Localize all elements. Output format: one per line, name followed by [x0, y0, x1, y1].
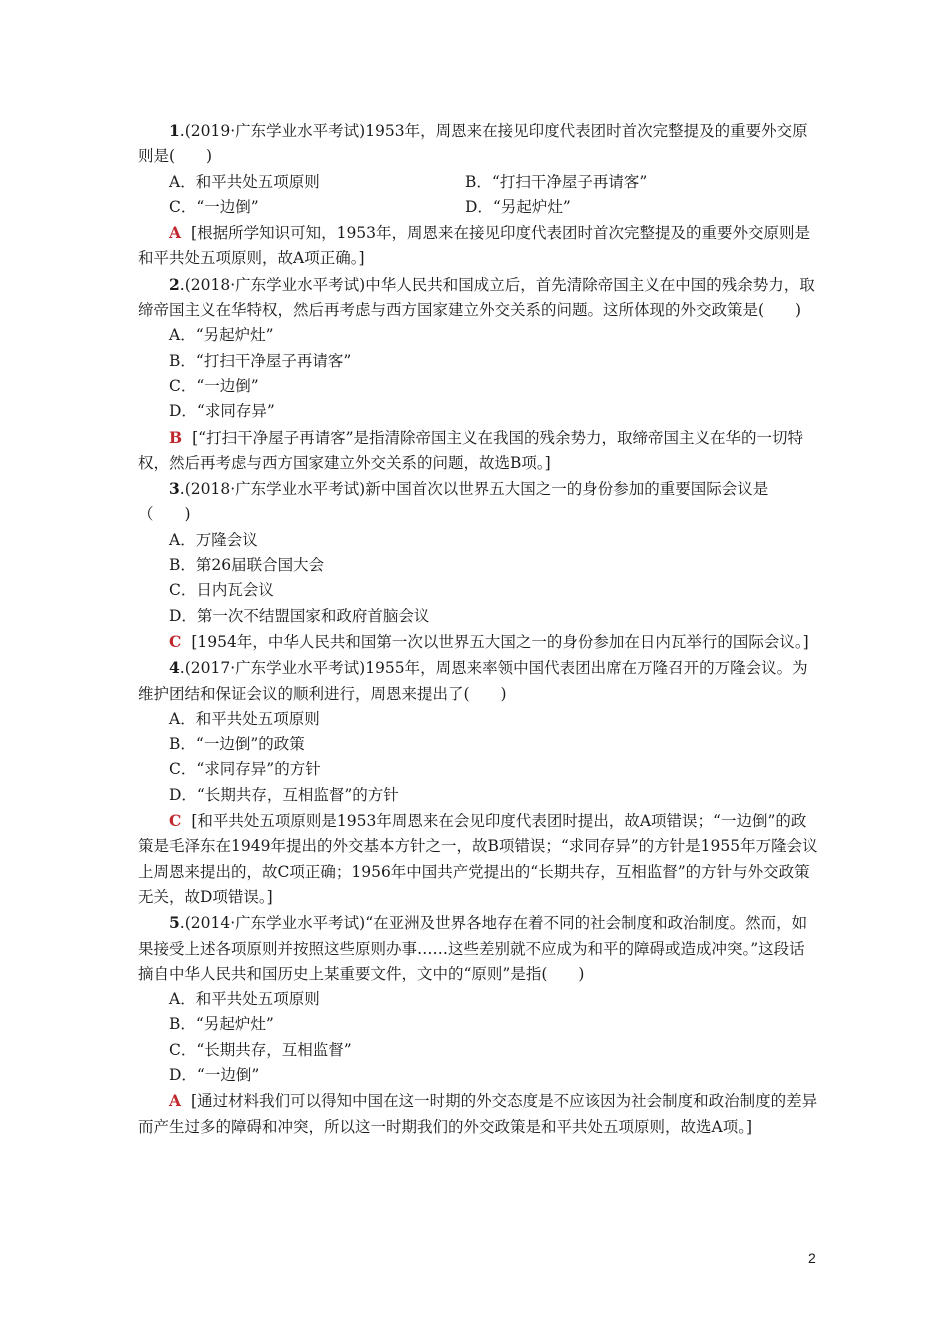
answer-explanation: [“打扫干净屋子再请客”是指清除帝国主义在我国的残余势力，取缔帝国主义在华的一切特权，然后再考虑与西方国家建立外交关系的问题，故选B项。]: [138, 428, 804, 472]
document-body: [138, 118, 818, 1140]
question-number: 1: [169, 121, 180, 140]
question-5-answer: [138, 1088, 818, 1140]
question-number: 3: [169, 479, 180, 499]
option-d: D．第一次不结盟国家和政府首脑会议: [169, 606, 430, 625]
option-d: D．“另起炉灶”: [465, 197, 571, 216]
option-a: A．和平共处五项原则: [169, 709, 320, 728]
answer-letter: A: [169, 223, 182, 243]
answer-letter: A: [169, 1091, 182, 1111]
option-a: A．万隆会议: [169, 530, 258, 549]
question-1-options-row-2: [138, 195, 818, 220]
question-5-stem: 5.(2014·广东学业水平考试)“在亚洲及世界各地存在着不同的社会制度和政治制度。然而，如果接受上述各项原则并按照这些原则办事……这些差别就不应成为和平的障碍或造成冲突。”这段话摘自中华人民共和国历史上某重要文件，文中的“原则”是指( ): [138, 913, 808, 983]
answer-letter: B: [169, 427, 183, 447]
option-d: D．“长期共存，互相监督”的方针: [169, 785, 399, 804]
option-a: A．“另起炉灶”: [169, 326, 274, 345]
option-b: B．第26届联合国大会: [169, 556, 325, 575]
answer-letter: C: [169, 811, 182, 831]
option-a: A．和平共处五项原则: [169, 990, 320, 1009]
option-c: C．日内瓦会议: [169, 581, 274, 600]
option-b: B．“打扫干净屋子再请客”: [169, 351, 352, 370]
question-1-stem: 1.(2019·广东学业水平考试)1953年，周恩来在接见印度代表团时首次完整提及的重要外交原则是( ): [138, 121, 808, 166]
question-1-answer: [138, 220, 818, 272]
option-c: C．“求同存异”的方针: [169, 760, 321, 779]
answer-letter: C: [169, 631, 182, 651]
option-b: B．“另起炉灶”: [169, 1015, 274, 1034]
question-3-answer: [138, 629, 818, 655]
question-1-options-row-1: [138, 170, 818, 195]
answer-explanation: [和平共处五项原则是1953年周恩来在会见印度代表团时提出，故A项错误；“一边倒”的政策是毛泽东在1949年提出的外交基本方针之一，故B项错误；“求同存异”的方针是1955年万隆会议上周恩来提出的，故C项正确；1956年中国共产党提出的“长期共存，互相监督”的方针与外交政策无关，故D项错误。]: [138, 812, 818, 906]
option-b: B．“打扫干净屋子再请客”: [465, 172, 648, 191]
question-4-answer: [138, 808, 818, 910]
question-number: 5: [169, 913, 180, 933]
question-2-stem: 2.(2018·广东学业水平考试)中华人民共和国成立后，首先清除帝国主义在中国的残余势力，取缔帝国主义在华特权，然后再考虑与西方国家建立外交关系的问题。这所体现的外交政策是( ): [138, 274, 815, 320]
answer-explanation: [根据所学知识可知，1953年，周恩来在接见印度代表团时首次完整提及的重要外交原则是和平共处五项原则，故A项正确。]: [138, 224, 811, 268]
option-d: D．“一边倒”: [169, 1065, 260, 1084]
question-4-stem: 4.(2017·广东学业水平考试)1955年，周恩来率领中国代表团出席在万隆召开的万隆会议。为维护团结和保证会议的顺利进行，周恩来提出了( ): [138, 658, 808, 703]
question-number: 4: [169, 658, 180, 678]
answer-explanation: [通过材料我们可以得知中国在这一时期的外交态度是不应该因为社会制度和政治制度的差异而产生过多的障碍和冲突，所以这一时期我们的外交政策是和平共处五项原则，故选A项。]: [138, 1092, 818, 1136]
question-3-stem: 3.(2018·广东学业水平考试)新中国首次以世界五大国之一的身份参加的重要国际会议是（ ): [138, 479, 769, 524]
question-2-answer: [138, 425, 818, 477]
option-c: C．“长期共存，互相监督”: [169, 1040, 352, 1059]
option-c: C．“一边倒”: [169, 197, 259, 216]
option-c: C．“一边倒”: [169, 376, 259, 395]
page-number: 2: [808, 1250, 816, 1266]
answer-explanation: [1954年，中华人民共和国第一次以世界五大国之一的身份参加在日内瓦举行的国际会议。]: [191, 632, 809, 651]
option-d: D．“求同存异”: [169, 402, 275, 421]
question-number: 2: [169, 274, 180, 294]
option-b: B．“一边倒”的政策: [169, 735, 305, 754]
option-a: A．和平共处五项原则: [169, 172, 320, 191]
